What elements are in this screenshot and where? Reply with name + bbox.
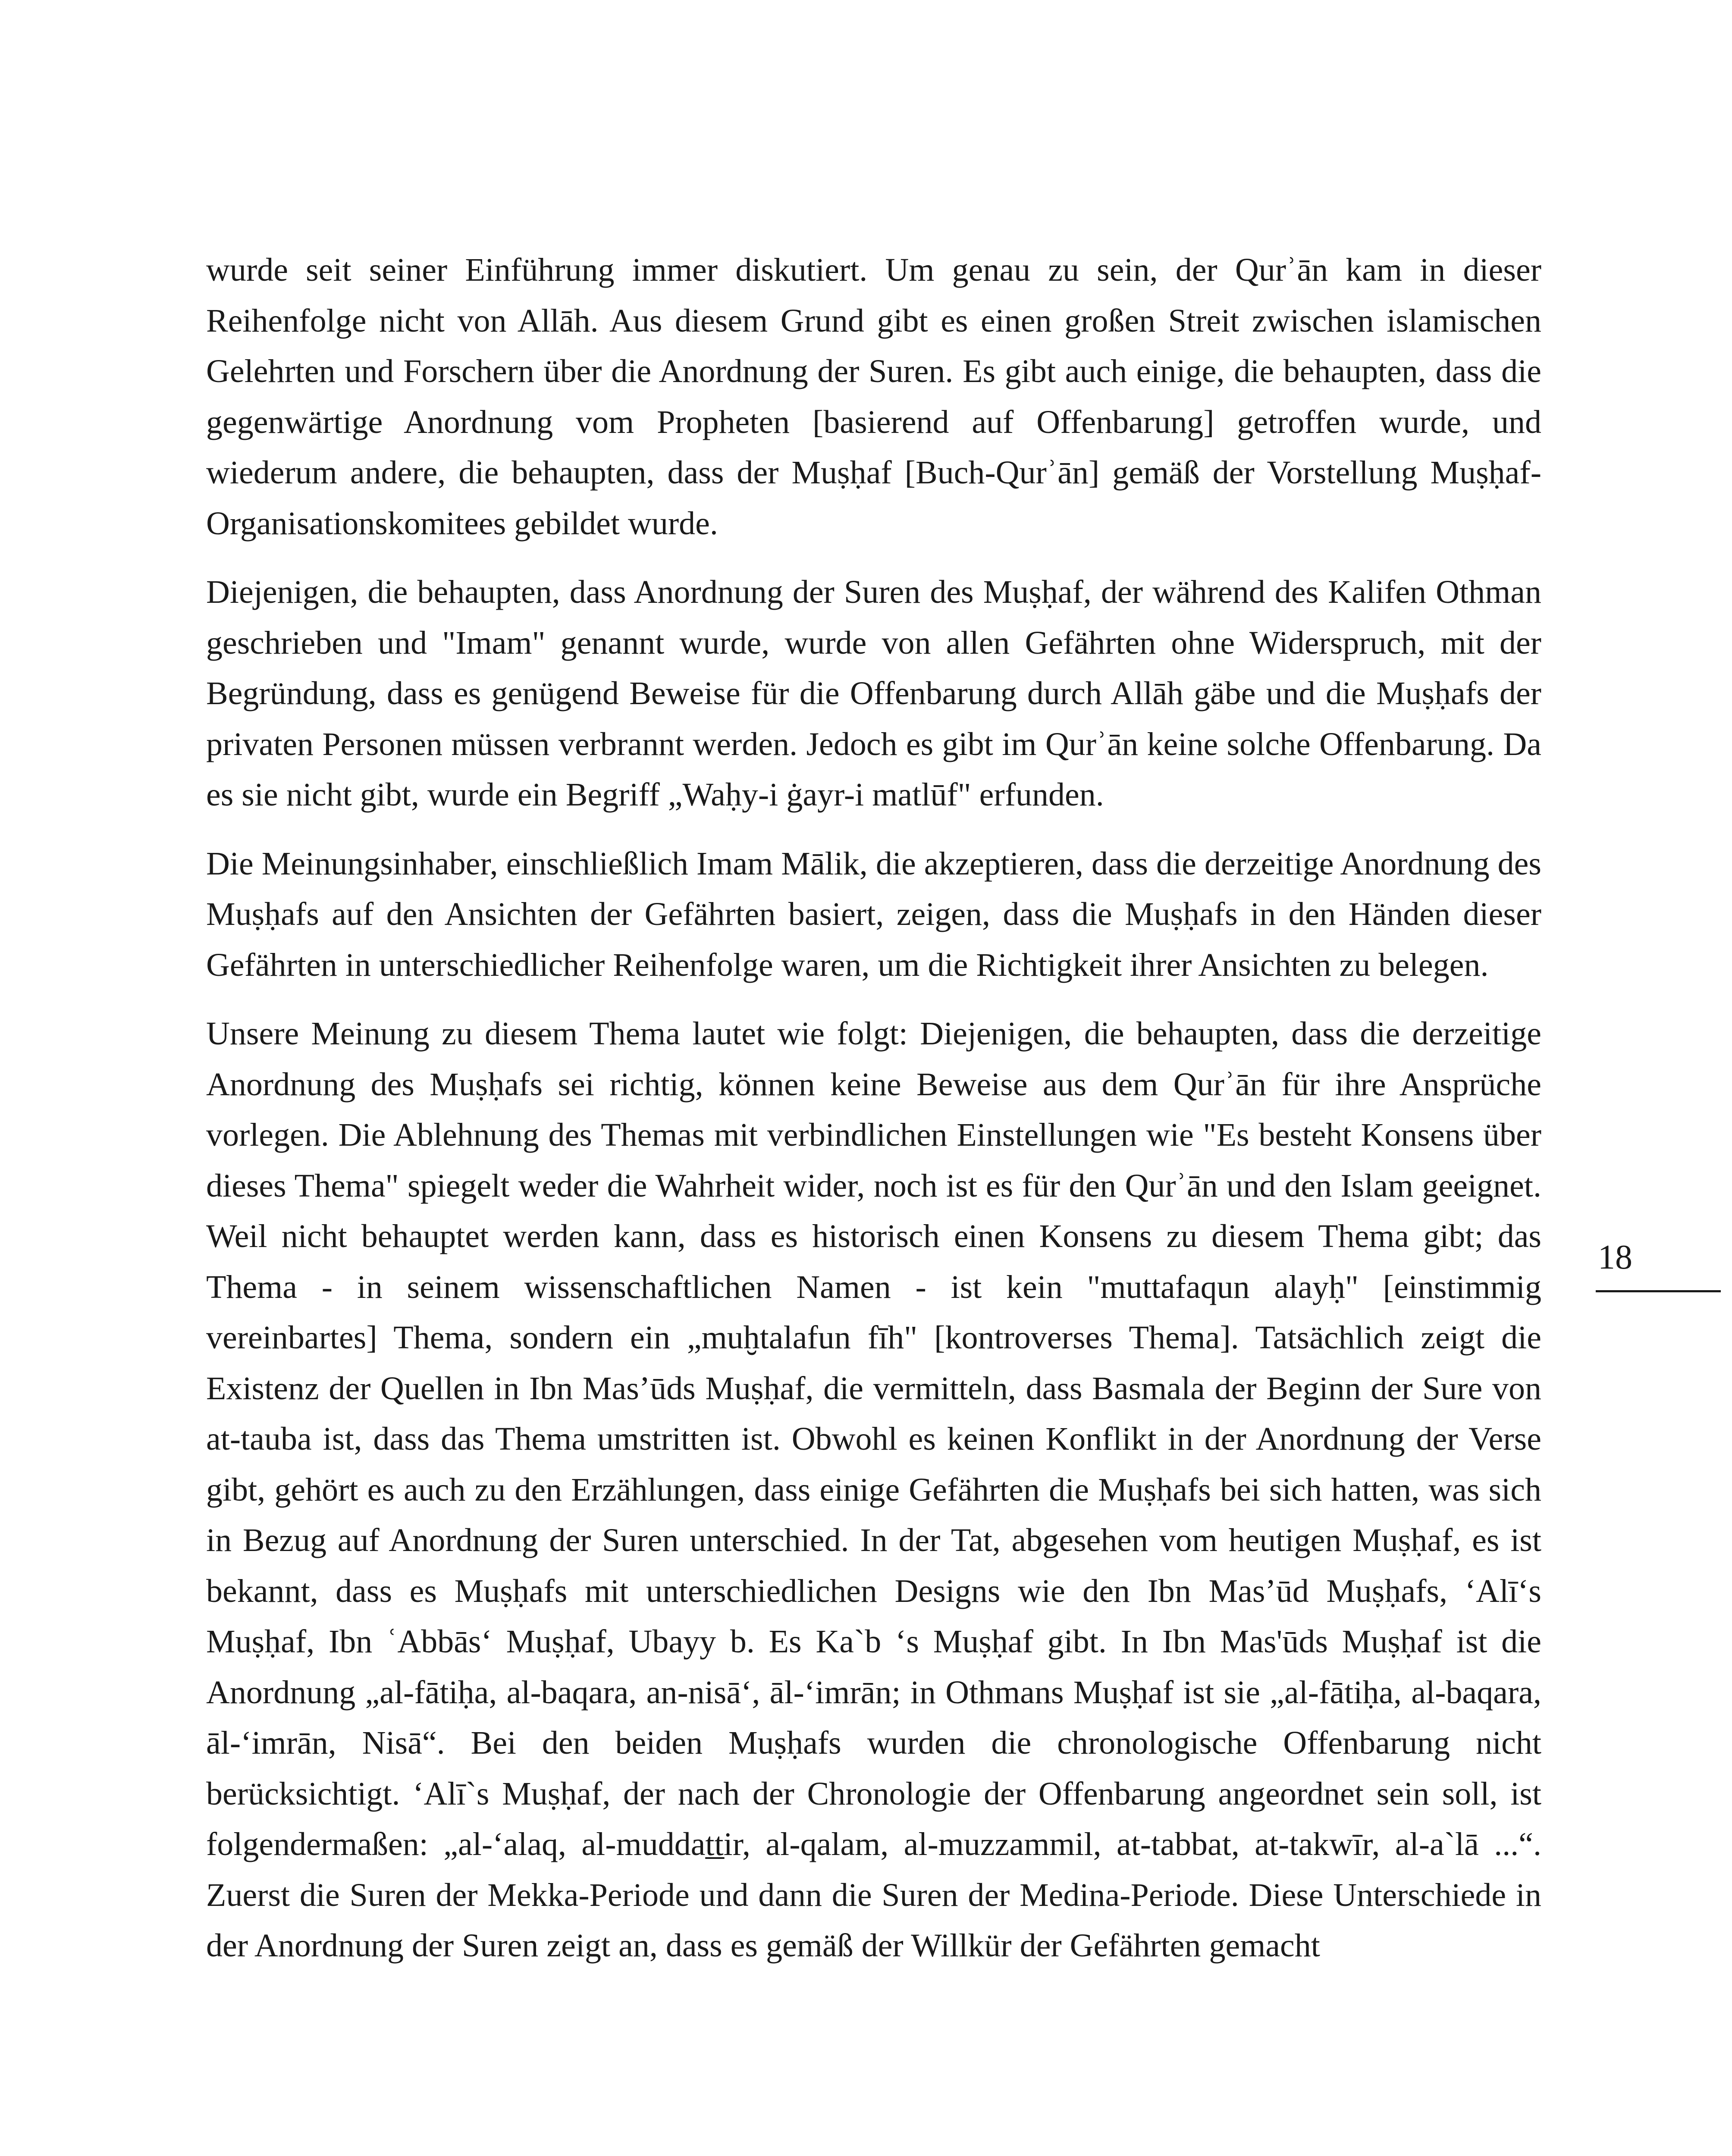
paragraph-3: Die Meinungsinhaber, einschließlich Imam Mālik, die akzeptieren, dass die derzeitige Anordnung des Muṣḥafs auf den Ansichten der Gefährten basiert, zeigen, dass die Muṣḥafs in den Händen dieser Gefährten in unterschiedlicher Reihenfolge waren, um die Richtigkeit ihrer Ansichten zu belegen. xyxy=(206,845,1541,983)
paragraph-4: Unsere Meinung zu diesem Thema lautet wie folgt: Diejenigen, die behaupten, dass die derzeitige Anordnung des Muṣḥafs sei richtig, können keine Beweise aus dem Qurʾān für ihre Ansprüche vorlegen. Die Ablehnung des Themas mit verbindlichen Einstellungen wie "Es besteht Konsens über dieses Thema" spiegelt weder die Wahrheit wider, noch ist es für den Qurʾān und den Islam geeignet. Weil nicht behauptet werden kann, dass es historisch einen Konsens zu diesem Thema gibt; das Thema - in seinem wissenschaftlichen Namen - ist kein "muttafaqun alayḥ" [einstimmig vereinbartes] Thema, sondern ein „muḫtalafun fīh" [kontroverses Thema]. Tatsächlich zeigt die Existenz der Quellen in Ibn Mas’ūds Muṣḥaf, die vermitteln, dass Basmala der Beginn der Sure von at-tauba ist, dass das Thema umstritten ist. Obwohl es keinen Konflikt in der Anordnung der Verse gibt, gehört es auch zu den Erzählungen, dass einige Gefährten die Muṣḥafs bei sich hatten, was sich in Bezug auf Anordnung der Suren unterschied. In der Tat, abgesehen vom heutigen Muṣḥaf, es ist bekannt, dass es Muṣḥafs mit unterschiedlichen Designs wie den Ibn Mas’ūd Muṣḥafs, ‘Alī‘s Muṣḥaf, Ibn ʿAbbās‘ Muṣḥaf, Ubayy b. Es Ka`b ‘s Muṣḥaf gibt. In Ibn Mas'ūds Muṣḥaf ist die Anordnung „al-fātiḥa, al-baqara, an-nisā‘, āl-‘imrān; in Othmans Muṣḥaf ist sie „al-fātiḥa, al-baqara, āl-‘imrān, Nisā“. Bei den beiden Muṣḥafs wurden die chronologische Offenbarung nicht berücksichtigt. ‘Alī`s Muṣḥaf, der nach der Chronologie der Offenbarung angeordnet sein soll, ist folgendermaßen: „al-‘alaq, al-muddaṯṯir, al-qalam, al-muzzammil, at-tabbat, at-takwīr, al-a`lā ...“. Zuerst die Suren der Mekka-Periode und dann die Suren der Medina-Periode. Diese Unterschiede in der Anordnung der Suren zeigt an, dass es gemäß der Willkür der Gefährten gemacht xyxy=(206,1015,1541,1964)
paragraph-1: wurde seit seiner Einführung immer diskutiert. Um genau zu sein, der Qurʾān kam in dieser Reihenfolge nicht von Allāh. Aus diesem Grund gibt es einen großen Streit zwischen islamischen Gelehrten und Forschern über die Anordnung der Suren. Es gibt auch einige, die behaupten, dass die gegenwärtige Anordnung vom Propheten [basierend auf Offenbarung] getroffen wurde, und wiederum andere, die behaupten, dass der Muṣḥaf [Buch-Qurʾān] gemäß der Vorstellung Muṣḥaf-Organisationskomitees gebildet wurde. xyxy=(206,252,1541,542)
page-body xyxy=(206,245,1541,1990)
paragraph-2: Diejenigen, die behaupten, dass Anordnung der Suren des Muṣḥaf, der während des Kalifen Othman geschrieben und "Imam" genannt wurde, wurde von allen Gefährten ohne Widerspruch, mit der Begründung, dass es genügend Beweise für die Offenbarung durch Allāh gäbe und die Muṣḥafs der privaten Personen müssen verbrannt werden. Jedoch es gibt im Qurʾān keine solche Offenbarung. Da es sie nicht gibt, wurde ein Begriff „Waḥy-i ġayr-i matlūf" erfunden. xyxy=(206,574,1541,813)
page-number: 18 xyxy=(1598,1238,1632,1276)
page-number-rule xyxy=(1596,1290,1721,1292)
